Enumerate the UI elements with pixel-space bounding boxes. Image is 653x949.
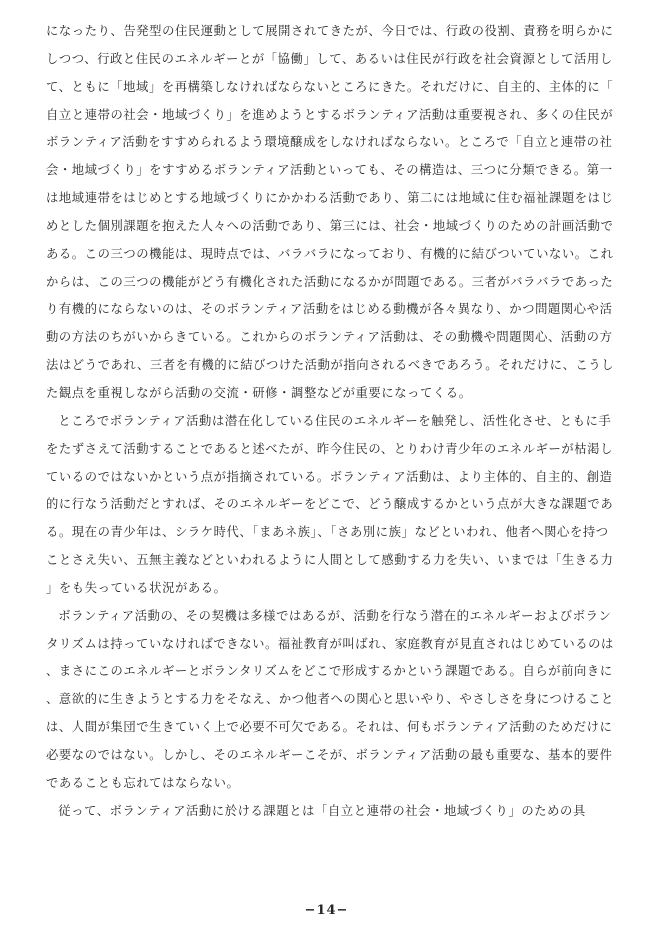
body-text <box>46 18 616 825</box>
paragraph-4: 従って、ボランティア活動に於ける課題とは「自立と連帯の社会・地域づくり」のための具 <box>58 803 586 818</box>
paragraph-1: になったり、告発型の住民運動として展開されてきたが、今日では、行政の役割、責務を明らかにしつつ、行政と住民のエネルギーとが「協働」して、あるいは住民が行政を社会資源として活用して、ともに「地域」を再構築しなければならないところにきた。それだけに、自主的、主体的に「自立と連帯の社会・地域づくり」を進めようとするボランティア活動は重要視され、多くの住民がボランティア活動をすすめられるよう環境醸成をしなければならない。ところで「自立と連帯の社会・地域づくり」をすすめるボランティア活動といっても、その構造は、三つに分類できる。第一は地域連帯をはじめとする地域づくりにかかわる活動であり、第二には地域に住む福祉課題をはじめとした個別課題を抱えた人々への活動であり、第三には、社会・地域づくりのための計画活動である。この三つの機能は、現時点では、バラバラになっており、有機的に結びついていない。これからは、この三つの機能がどう有機化された活動になるかが問題である。三者がバラバラであったり有機的にならないのは、そのボランティア活動をはじめる動機が各々異なり、かつ問題関心や活動の方法のちがいからきている。これからのボランティア活動は、その動機や問題関心、活動の方法はどうであれ、三者を有機的に結びつけた活動が指向されるべきであろう。それだけに、こうした観点を重視しながら活動の交流・研修・調整などが重要になってくる。 <box>46 24 615 400</box>
paragraph-2: ところでボランティア活動は潜在化している住民のエネルギーを触発し、活性化させ、ともに手をたずさえて活動することであると述べたが、昨今住民の、とりわけ青少年のエネルギーが枯渇しているのではないかという点が指摘されている。ボランティア活動は、より主体的、自主的、創造的に行なう活動だとすれば、そのエネルギーをどこで、どう醸成するかという点が大きな課題である。現在の青少年は、シラケ時代、「まあネ族」、「さあ別に族」などといわれ、他者へ関心を持つことさえ失い、五無主義などといわれるように人間として感動する力を失い、いまでは「生きる力」をも失っている状況がある。 <box>46 413 614 595</box>
page-number: −14− <box>304 903 349 918</box>
paragraph-3: ボランティア活動の、その契機は多様ではあるが、活動を行なう潜在的エネルギーおよびボランタリズムは持っていなければできない。福祉教育が叫ばれ、家庭教育が見直されはじめているのは、まさにこのエネルギーとボランタリズムをどこで形成するかという課題である。自らが前向きに、意欲的に生きようとする力をそなえ、かつ他者への関心と思いやり、やさしさを身につけることは、人間が集団で生きていく上で必要不可欠である。それは、何もボランティア活動のためだけに必要なのではない。しかし、そのエネルギーこそが、ボランティア活動の最も重要な、基本的要件であることも忘れてはならない。 <box>46 608 614 790</box>
